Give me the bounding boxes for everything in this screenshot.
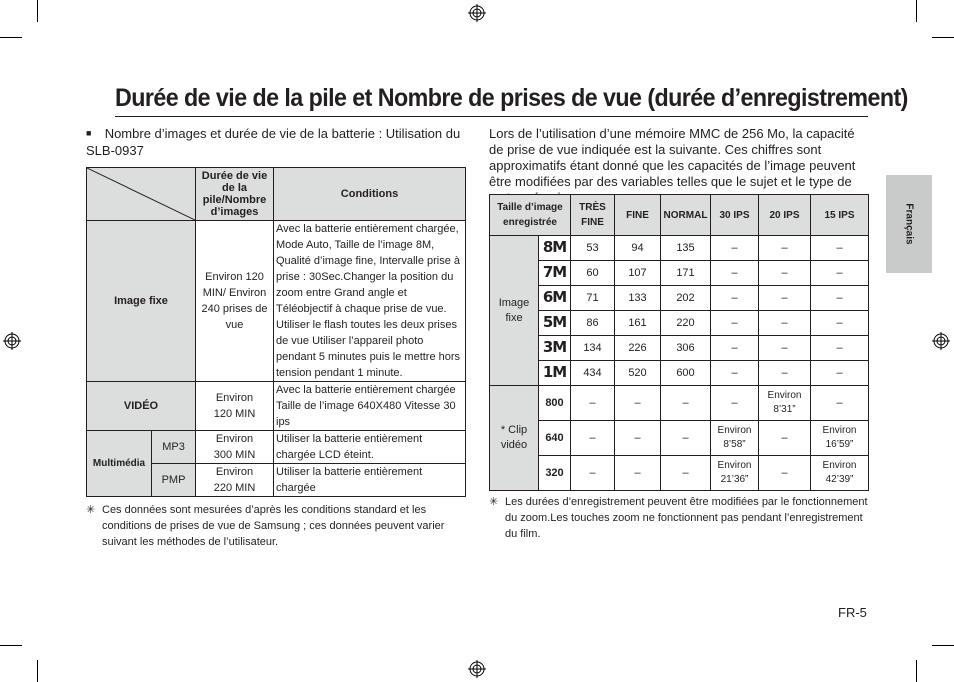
resolution-7m-icon: 7M <box>542 262 567 281</box>
table-row <box>490 286 869 311</box>
capacity-cell: – <box>711 386 759 421</box>
capacity-cell: 226 <box>615 336 661 361</box>
right-intro: Lors de l’utilisation d’une mémoire MMC de 256 Mo, la capacité de prise de vue indiquée est la suivante. Ces chiffres sont approximatifs étant donné que les capacités de l’image peuvent être modifiées par des variables telles que le sujet et le type de <box>489 126 856 189</box>
resolution-8m-icon: 8M <box>542 237 567 256</box>
row-label-pmp: PMP <box>152 464 196 497</box>
capacity-cell: 171 <box>661 261 711 286</box>
capacity-cell: 520 <box>615 361 661 386</box>
still-duration: Environ 120 MIN/ Environ 240 prises de vue <box>196 221 274 382</box>
resolution-3m-icon: 3M <box>542 337 567 356</box>
capacity-cell: – <box>811 261 869 286</box>
resolution-1m-icon: 1M <box>542 362 567 381</box>
page-number: FR-5 <box>838 605 867 620</box>
capacity-cell: 161 <box>615 311 661 336</box>
row-label-multimedia: Multimédia <box>87 431 152 497</box>
crop-mark <box>916 0 917 22</box>
capacity-cell: 202 <box>661 286 711 311</box>
pmp-duration: Environ 220 MIN <box>196 464 274 497</box>
row-label-video: * Clip vidéo <box>490 386 539 491</box>
size-icon-cell <box>539 336 571 361</box>
capacity-cell: – <box>711 286 759 311</box>
table-row <box>490 386 869 421</box>
crop-mark <box>0 37 22 38</box>
footnote-mark-icon: ✳ <box>489 496 499 508</box>
capacity-cell: – <box>711 311 759 336</box>
resolution-5m-icon: 5M <box>542 312 567 331</box>
capacity-cell: – <box>711 336 759 361</box>
capacity-cell: 60 <box>571 261 615 286</box>
capacity-cell: – <box>661 456 711 491</box>
capacity-cell: – <box>759 261 811 286</box>
size-icon-cell <box>539 421 571 456</box>
capacity-cell: – <box>811 286 869 311</box>
pmp-conditions: Utiliser la batterie entièrement chargée <box>274 464 466 497</box>
table-row <box>490 421 869 456</box>
crop-mark <box>37 0 38 22</box>
capacity-cell: – <box>615 386 661 421</box>
capacity-cell: – <box>615 421 661 456</box>
header-30ips: 30 IPS <box>711 195 759 236</box>
left-footnote <box>86 502 456 550</box>
capacity-cell: Environ 42’39” <box>811 456 869 491</box>
size-icon-cell <box>539 311 571 336</box>
capacity-cell: Environ 16’59” <box>811 421 869 456</box>
registration-mark-icon <box>3 332 21 350</box>
video-conditions: Avec la batterie entièrement chargée Taille de l’image 640X480 Vitesse 30 ips <box>274 382 466 431</box>
resolution-6m-icon: 6M <box>542 287 567 306</box>
capacity-cell: – <box>759 421 811 456</box>
registration-mark-icon <box>468 4 486 22</box>
capacity-cell: 306 <box>661 336 711 361</box>
capacity-cell: – <box>711 236 759 261</box>
row-label-still: Image fixe <box>87 221 196 382</box>
capacity-cell: 86 <box>571 311 615 336</box>
capacity-cell: – <box>759 236 811 261</box>
still-conditions: Avec la batterie entièrement chargée, Mode Auto, Taille de l’image 8M, Qualité d’image fine, Intervalle prise à prise : 30Sec.Changer la position du zoom entre Grand angle et Téléobjectif à chaque prise de vue. Utiliser le flash toutes les deux prises de vue Utiliser l’appareil photo pendant 5 minutes puis le mettre hors tension pendant 1 minute. <box>274 221 466 382</box>
capacity-cell: Environ 21’36” <box>711 456 759 491</box>
size-icon-cell <box>539 361 571 386</box>
capacity-cell: 71 <box>571 286 615 311</box>
capacity-cell: 600 <box>661 361 711 386</box>
capacity-cell: 434 <box>571 361 615 386</box>
capacity-cell: Environ 8’31” <box>759 386 811 421</box>
bullet-icon: ■ <box>86 128 92 138</box>
crop-mark <box>932 37 954 38</box>
header-normal: NORMAL <box>661 195 711 236</box>
capacity-cell: – <box>759 456 811 491</box>
capacity-cell: – <box>759 336 811 361</box>
registration-mark-icon <box>468 660 486 678</box>
capacity-cell: 107 <box>615 261 661 286</box>
capacity-cell: – <box>811 311 869 336</box>
capacity-cell: – <box>759 311 811 336</box>
right-footnote-text: Les durées d’enregistrement peuvent être modifiées par le fonctionnement du zoom.Les touches zoom ne fonctionnent pas pendant l’enregistrement du film. <box>505 496 868 540</box>
capacity-table <box>489 194 869 491</box>
capacity-cell: – <box>571 386 615 421</box>
table-row <box>490 236 869 261</box>
capacity-cell: – <box>661 421 711 456</box>
capacity-cell: – <box>811 236 869 261</box>
language-tab-label: Français <box>903 203 915 245</box>
mp3-conditions: Utiliser la batterie entièrement chargée LCD éteint. <box>274 431 466 464</box>
header-20ips: 20 IPS <box>759 195 811 236</box>
capacity-cell: – <box>711 261 759 286</box>
table-row <box>490 261 869 286</box>
capacity-cell: 134 <box>571 336 615 361</box>
crop-mark <box>0 645 22 646</box>
table-corner-cell <box>87 168 196 221</box>
capacity-cell: 133 <box>615 286 661 311</box>
size-icon-cell <box>539 236 571 261</box>
video-duration: Environ 120 MIN <box>196 382 274 431</box>
size-icon-cell <box>539 456 571 491</box>
crop-mark <box>916 660 917 682</box>
page-title: Durée de vie de la pile et Nombre de prises de vue (durée d’enregistrement) <box>115 84 908 112</box>
video-size-800-icon: 800 <box>545 396 564 409</box>
table-row <box>490 361 869 386</box>
size-icon-cell <box>539 286 571 311</box>
left-intro-text: Nombre d’images et durée de vie de la batterie : Utilisation du SLB-0937 <box>86 126 461 158</box>
capacity-cell: – <box>571 456 615 491</box>
mp3-duration: Environ 300 MIN <box>196 431 274 464</box>
table-row <box>490 311 869 336</box>
battery-life-table <box>86 167 466 497</box>
right-footnote <box>489 494 869 542</box>
capacity-cell: – <box>615 456 661 491</box>
table-row <box>490 336 869 361</box>
capacity-cell: 220 <box>661 311 711 336</box>
capacity-cell: – <box>711 361 759 386</box>
video-size-320-icon: 320 <box>545 466 564 479</box>
capacity-cell: Environ 8’58” <box>711 421 759 456</box>
header-size: Taille d’image enregistrée <box>490 195 571 236</box>
title-underline <box>115 116 868 117</box>
crop-mark <box>932 645 954 646</box>
crop-mark <box>37 660 38 682</box>
video-size-640-icon: 640 <box>545 431 564 444</box>
row-label-video: VIDÉO <box>87 382 196 431</box>
capacity-cell: 135 <box>661 236 711 261</box>
header-duration: Durée de vie de la pile/Nombre d’images <box>196 168 274 221</box>
capacity-cell: – <box>759 286 811 311</box>
capacity-cell: – <box>811 386 869 421</box>
row-label-still: Image fixe <box>490 236 539 386</box>
capacity-cell: – <box>759 361 811 386</box>
footnote-mark-icon: ✳ <box>86 504 96 516</box>
capacity-cell: – <box>811 361 869 386</box>
header-15ips: 15 IPS <box>811 195 869 236</box>
header-tres-fine: TRÈS FINE <box>571 195 615 236</box>
header-conditions: Conditions <box>274 168 466 221</box>
capacity-cell: 94 <box>615 236 661 261</box>
size-icon-cell <box>539 261 571 286</box>
capacity-cell: – <box>811 336 869 361</box>
table-row <box>490 456 869 491</box>
capacity-cell: – <box>661 386 711 421</box>
header-fine: FINE <box>615 195 661 236</box>
row-label-mp3: MP3 <box>152 431 196 464</box>
registration-mark-icon <box>932 332 950 350</box>
capacity-cell: 53 <box>571 236 615 261</box>
left-footnote-text: Ces données sont mesurées d’après les conditions standard et les conditions de prises de vue de Samsung ; ces données peuvent varier suivant les méthodes de l’utilisateur. <box>102 504 445 548</box>
left-intro <box>86 126 466 159</box>
capacity-cell: – <box>571 421 615 456</box>
size-icon-cell <box>539 386 571 421</box>
